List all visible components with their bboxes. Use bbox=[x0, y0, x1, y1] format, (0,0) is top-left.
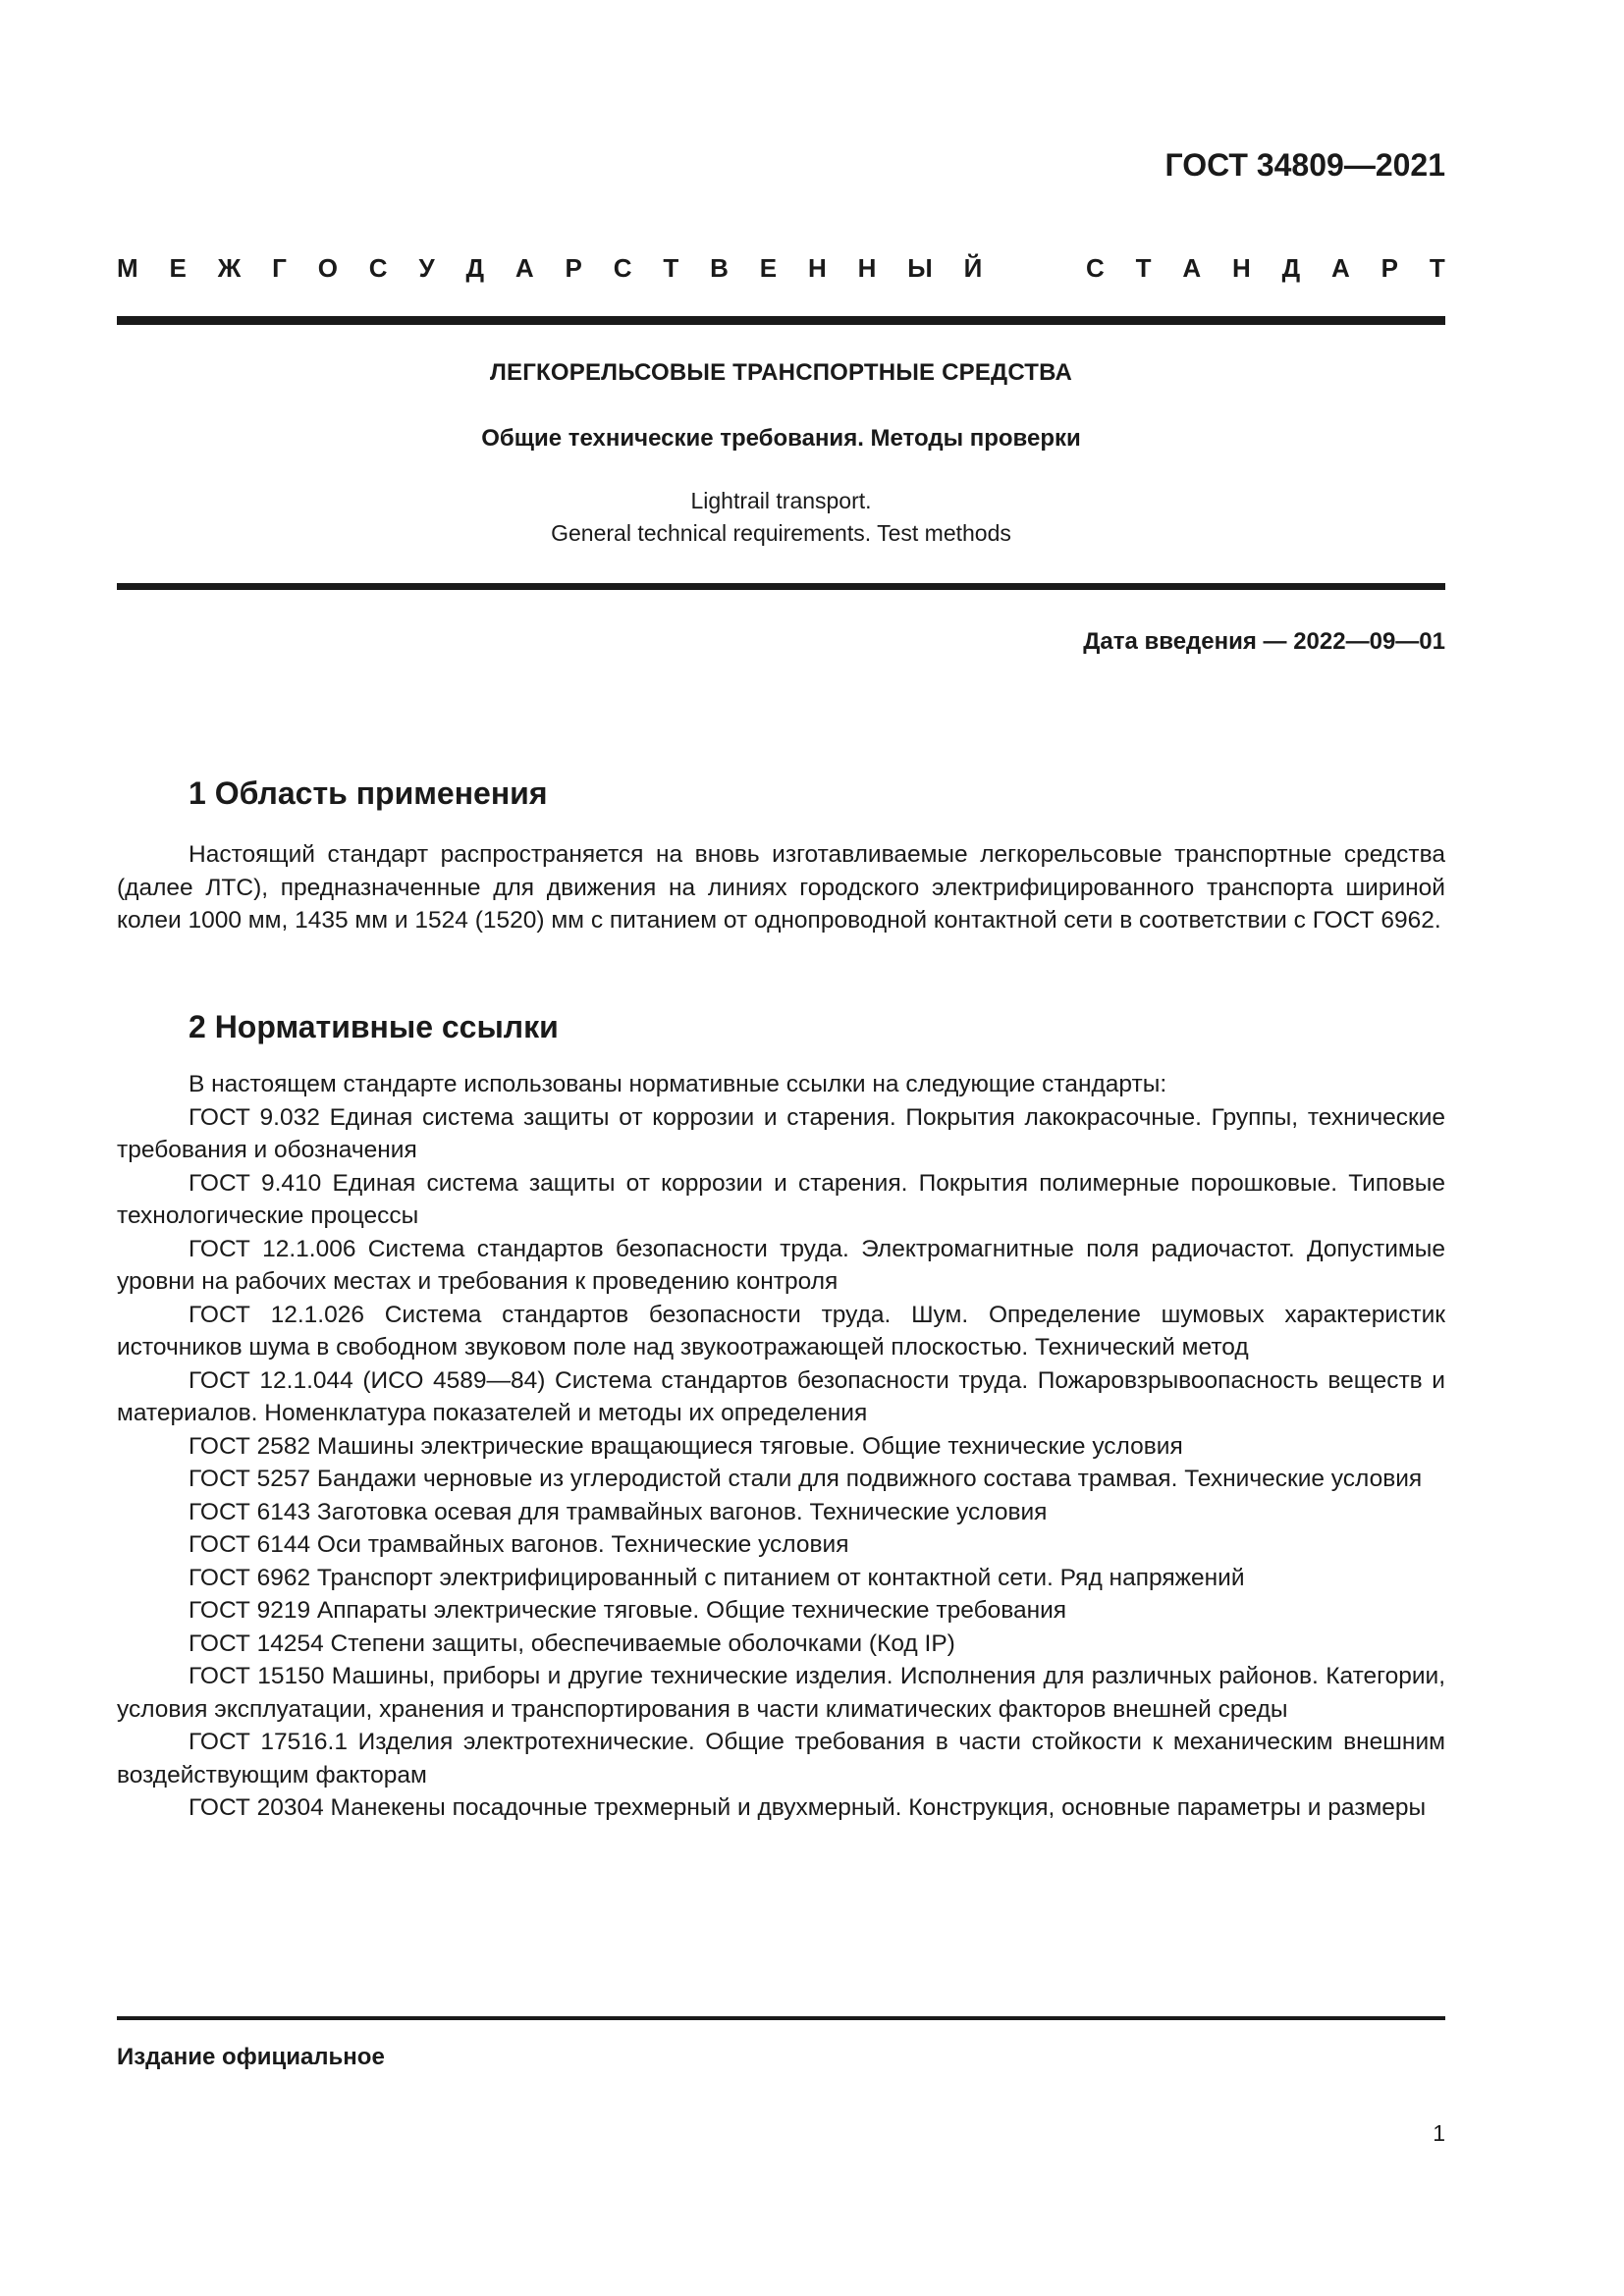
reference-item: ГОСТ 6143 Заготовка осевая для трамвайных вагонов. Технические условия bbox=[189, 1498, 1048, 1525]
title-en-line2: General technical requirements. Test methods bbox=[551, 520, 1011, 546]
standard-kind bbox=[117, 253, 1445, 284]
title-en-line1: Lightrail transport. bbox=[690, 488, 872, 513]
kind-letter: Н bbox=[1232, 253, 1251, 283]
kind-letter: Е bbox=[759, 253, 778, 283]
kind-letter: А bbox=[1182, 253, 1202, 283]
kind-letter: А bbox=[514, 253, 534, 283]
reference-item: ГОСТ 12.1.044 (ИСО 4589—84) Система стандартов безопасности труда. Пожаровзрывоопасность веществ и материалов. Номенклатура показателей и методы их определения bbox=[117, 1366, 1445, 1426]
footer-rule bbox=[117, 2016, 1445, 2020]
reference-item: ГОСТ 14254 Степени защиты, обеспечиваемые оболочками (Код IP) bbox=[189, 1629, 955, 1657]
reference-item: ГОСТ 9.032 Единая система защиты от коррозии и старения. Покрытия лакокрасочные. Группы, технические требования и обозначения bbox=[117, 1103, 1445, 1163]
reference-item: ГОСТ 9.410 Единая система защиты от коррозии и старения. Покрытия полимерные порошковые. Типовые технологические процессы bbox=[117, 1169, 1445, 1229]
kind-letter: Р bbox=[1380, 253, 1399, 283]
subtitle-ru: Общие технические требования. Методы проверки bbox=[481, 425, 1081, 452]
kind-letter: Р bbox=[565, 253, 582, 283]
kind-letter: Г bbox=[272, 253, 287, 283]
section1-body bbox=[117, 838, 1445, 937]
reference-item: ГОСТ 12.1.026 Система стандартов безопасности труда. Шум. Определение шумовых характеристик источников шума в свободном звуковом поле над звукоотражающей плоскостью. Технический метод bbox=[117, 1301, 1445, 1361]
kind-letter: В bbox=[710, 253, 729, 283]
references-list bbox=[117, 1068, 1445, 1825]
reference-item: ГОСТ 2582 Машины электрические вращающиеся тяговые. Общие технические условия bbox=[189, 1432, 1183, 1460]
title-rule bbox=[117, 583, 1445, 590]
kind-letter: А bbox=[1331, 253, 1350, 283]
section1-heading: 1 Область применения bbox=[189, 775, 548, 811]
kind-letter: М bbox=[117, 253, 138, 283]
kind-letter: Д bbox=[465, 253, 485, 283]
kind-letter: С bbox=[1085, 253, 1105, 283]
reference-item: ГОСТ 17516.1 Изделия электротехнические. Общие требования в части стойкости к механическим внешним воздействующим факторам bbox=[117, 1729, 1445, 1789]
kind-letter: О bbox=[317, 253, 338, 283]
reference-item: ГОСТ 12.1.006 Система стандартов безопасности труда. Электромагнитные поля радиочастот. Допустимые уровни на рабочих местах и требования к проведению контроля bbox=[117, 1235, 1445, 1295]
title-en bbox=[117, 485, 1445, 550]
reference-item: ГОСТ 20304 Манекены посадочные трехмерный и двухмерный. Конструкция, основные параметры и размеры bbox=[189, 1794, 1427, 1821]
kind-letter: У bbox=[418, 253, 435, 283]
section2-heading: 2 Нормативные ссылки bbox=[189, 1009, 559, 1044]
kind-letter: Т bbox=[1429, 253, 1445, 283]
kind-letter: Н bbox=[857, 253, 877, 283]
kind-letter: Ы bbox=[907, 253, 933, 283]
kind-letter: С bbox=[368, 253, 388, 283]
kind-letter: Т bbox=[663, 253, 679, 283]
kind-letter: Д bbox=[1281, 253, 1301, 283]
top-rule bbox=[117, 316, 1445, 325]
reference-item: ГОСТ 15150 Машины, приборы и другие технические изделия. Исполнения для различных районов. Категории, условия эксплуатации, хранения и транспортирования в части климатических факторов внешней среды bbox=[117, 1663, 1445, 1723]
standard-code: ГОСТ 34809—2021 bbox=[1164, 147, 1445, 183]
section1-paragraph: Настоящий стандарт распространяется на вновь изготавливаемые легкорельсовые транспортные средства (далее ЛТС), предназначенные для движения на линиях городского электрифицированного транспорта шириной колеи 1000 мм, 1435 мм и 1524 (1520) мм с питанием от однопроводной контактной сети в соответствии с ГОСТ 6962. bbox=[117, 841, 1445, 934]
word-gap bbox=[1013, 253, 1055, 284]
kind-letter: Ж bbox=[217, 253, 242, 283]
intro-date: Дата введения — 2022—09—01 bbox=[1083, 628, 1445, 655]
kind-letter: С bbox=[613, 253, 632, 283]
kind-letter: Й bbox=[963, 253, 983, 283]
edition-label: Издание официальное bbox=[117, 2044, 385, 2070]
kind-letter: Н bbox=[807, 253, 827, 283]
title-ru: ЛЕГКОРЕЛЬСОВЫЕ ТРАНСПОРТНЫЕ СРЕДСТВА bbox=[489, 359, 1073, 386]
reference-item: ГОСТ 6144 Оси трамвайных вагонов. Технические условия bbox=[189, 1531, 849, 1558]
reference-item: ГОСТ 9219 Аппараты электрические тяговые. Общие технические требования bbox=[189, 1597, 1067, 1624]
kind-letter: Е bbox=[169, 253, 187, 283]
page-number: 1 bbox=[1433, 2120, 1445, 2146]
reference-item: ГОСТ 5257 Бандажи черновые из углеродистой стали для подвижного состава трамвая. Технические условия bbox=[189, 1466, 1423, 1492]
reference-item: ГОСТ 6962 Транспорт электрифицированный с питанием от контактной сети. Ряд напряжений bbox=[189, 1564, 1245, 1591]
kind-letter: Т bbox=[1135, 253, 1152, 283]
references-intro: В настоящем стандарте использованы нормативные ссылки на следующие стандарты: bbox=[189, 1071, 1167, 1097]
